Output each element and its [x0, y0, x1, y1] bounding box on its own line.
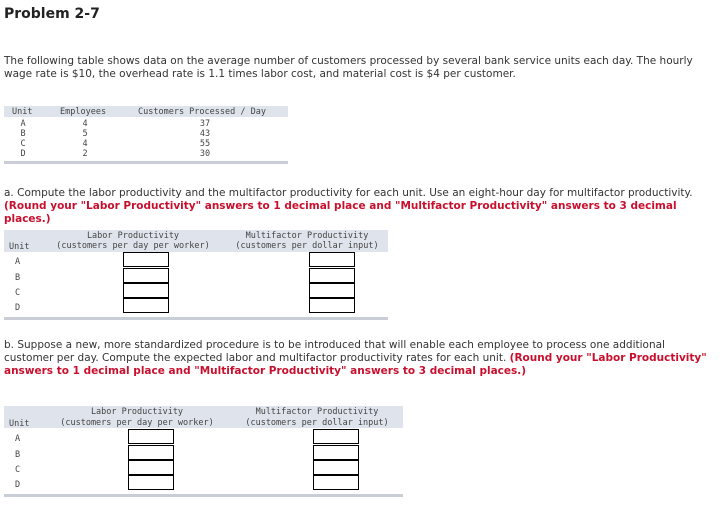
- part-a-multi-input-a[interactable]: [309, 252, 355, 267]
- problem-intro: The following table shows data on the average number of customers processed by several bank service units each day. The hourly wage rate is $10, the overhead rate is 1.1 times labor cost, and material cost is $4 per customer.: [4, 55, 693, 80]
- data-table-header-customers: Customers Processed / Day: [138, 107, 266, 117]
- part-b-instruction: (Round your "Labor Productivity" answers to 1 decimal place and "Multifactor Productivity" answers to 3 decimal places.): [4, 352, 707, 377]
- part-b-col-multi-subtitle: (customers per dollar input): [245, 418, 389, 428]
- part-b-labor-input-d[interactable]: [128, 475, 174, 490]
- part-b-question-text: b. Suppose a new, more standardized procedure is to be introduced that will enable each employee to process one additional customer per day. Compute the expected labor and multifactor productivity rates for each unit.: [4, 339, 665, 364]
- part-a-question: [4, 187, 719, 226]
- data-row-customers: 37: [199, 119, 211, 129]
- part-a-multi-input-b[interactable]: [309, 268, 355, 283]
- part-b-question: [4, 339, 709, 378]
- part-a-unit-label: D: [15, 303, 21, 313]
- part-a-unit-label: C: [15, 288, 21, 298]
- data-table-header-employees: Employees: [60, 107, 107, 117]
- part-a-instruction: (Round your "Labor Productivity" answers to 1 decimal place and "Multifactor Productivity" answers to 3 decimal places.): [4, 200, 677, 225]
- part-b-multi-input-a[interactable]: [313, 429, 359, 444]
- part-b-multi-input-b[interactable]: [313, 445, 359, 460]
- data-row-customers: 43: [199, 129, 211, 139]
- page-title: Problem 2-7: [4, 6, 100, 22]
- data-row-employees: 5: [82, 129, 88, 139]
- part-b-bottom-rule: [4, 494, 403, 497]
- part-a-bottom-rule: [4, 317, 388, 320]
- data-row-customers: 30: [199, 149, 211, 159]
- part-b-labor-input-c[interactable]: [128, 460, 174, 475]
- part-a-multi-input-d[interactable]: [309, 298, 355, 313]
- data-row-customers: 55: [199, 139, 211, 149]
- part-a-unit-label: A: [15, 257, 21, 267]
- part-b-unit-label: A: [15, 434, 21, 444]
- part-b-multi-input-c[interactable]: [313, 460, 359, 475]
- part-a-col-multi-subtitle: (customers per dollar input): [235, 241, 379, 251]
- part-a-col-labor-subtitle: (customers per day per worker): [56, 241, 210, 251]
- part-b-unit-label: B: [15, 450, 21, 460]
- data-row-unit: D: [20, 149, 26, 159]
- part-a-col-unit: Unit: [9, 242, 30, 252]
- part-b-col-labor-subtitle: (customers per day per worker): [60, 418, 214, 428]
- part-a-multi-input-c[interactable]: [309, 283, 355, 298]
- part-a-labor-input-a[interactable]: [123, 252, 169, 267]
- part-a-labor-input-b[interactable]: [123, 268, 169, 283]
- part-b-unit-label: C: [15, 465, 21, 475]
- data-table-bottom-rule: [4, 161, 288, 164]
- part-b-labor-input-b[interactable]: [128, 445, 174, 460]
- data-row-unit: A: [20, 119, 26, 129]
- part-a-question-text: a. Compute the labor productivity and the multifactor productivity for each unit. Use an eight-hour day for multifactor productivity.: [4, 187, 693, 199]
- part-b-col-multi-title: Multifactor Productivity: [255, 407, 379, 417]
- part-a-labor-input-c[interactable]: [123, 283, 169, 298]
- part-b-labor-input-a[interactable]: [128, 429, 174, 444]
- data-table-header-unit: Unit: [12, 107, 33, 117]
- part-a-col-multi-title: Multifactor Productivity: [245, 231, 369, 241]
- data-row-unit: B: [20, 129, 26, 139]
- part-a-labor-input-d[interactable]: [123, 298, 169, 313]
- data-row-employees: 4: [82, 139, 88, 149]
- part-b-col-unit: Unit: [9, 419, 30, 429]
- part-b-col-labor-title: Labor Productivity: [90, 407, 184, 417]
- data-row-unit: C: [20, 139, 26, 149]
- part-b-multi-input-d[interactable]: [313, 475, 359, 490]
- data-row-employees: 2: [82, 149, 88, 159]
- part-a-col-labor-title: Labor Productivity: [86, 231, 180, 241]
- data-row-employees: 4: [82, 119, 88, 129]
- part-b-unit-label: D: [15, 480, 21, 490]
- part-a-unit-label: B: [15, 273, 21, 283]
